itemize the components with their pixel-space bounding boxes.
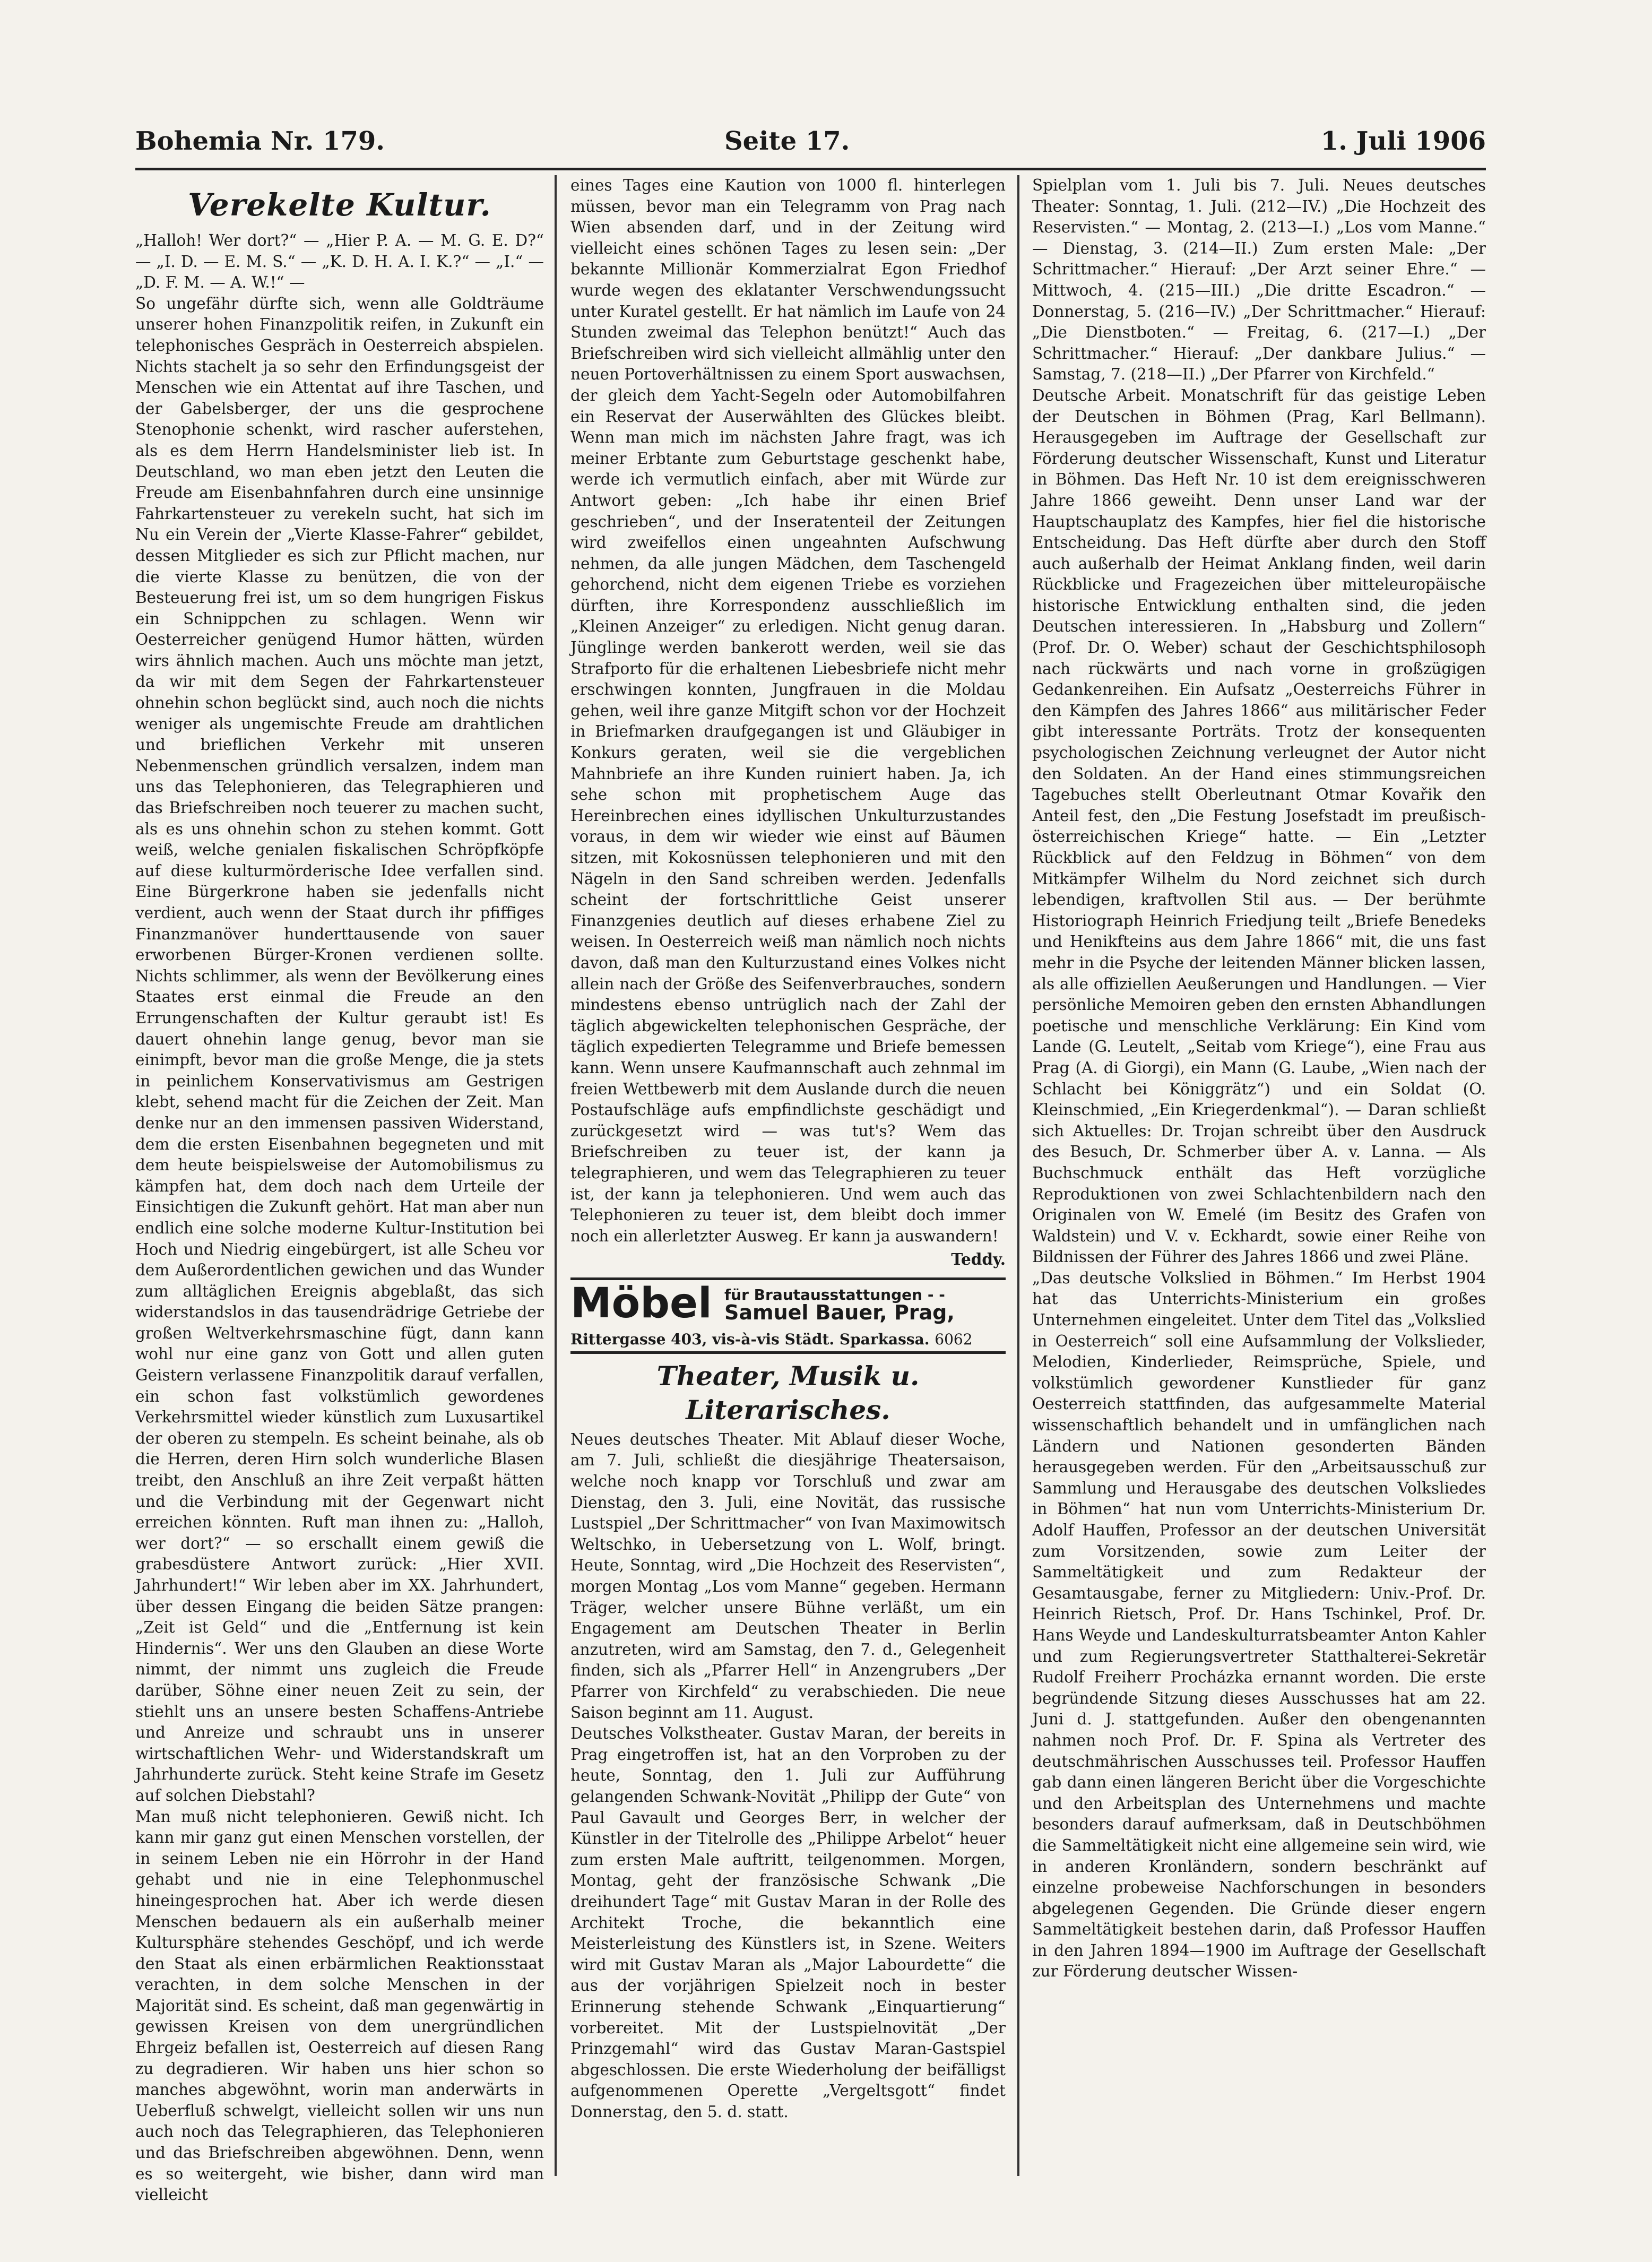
- publication-name: Bohemia Nr. 179.: [135, 126, 385, 156]
- ad-address: [570, 1329, 973, 1350]
- article-paragraph: „Halloh! Wer dort?“ — „Hier P. A. — M. G. E. D?“ — „I. D. — E. M. S.“ — „K. D. H. A. I. K.?“ — „I.“ — „D. F. M. — A. W.!“ —: [135, 231, 544, 292]
- column-3: [1032, 175, 1486, 2176]
- page-number: Seite 17.: [724, 126, 850, 156]
- article-title: Verekelte Kultur.: [188, 187, 491, 223]
- ad-headline: Möbel: [570, 1279, 712, 1327]
- header-rule: [135, 168, 1486, 170]
- furniture-advertisement: [570, 1277, 1006, 1354]
- article-signature: Teddy.: [951, 1250, 1006, 1269]
- column-rule-1: [555, 175, 557, 2176]
- theater-notice: Neues deutsches Theater. Mit Ablauf dieser Woche, am 7. Juli, schließt die diesjährige Theatersaison, welche noch knapp vor Torschluß und zwar am Dienstag, den 3. Juli, eine Novität, das russische Lustspiel „Der Schrittmacher“ von Ivan Maximowitsch Weltschko, in Uebersetzung von L. Wolf, bringt. Heute, Sonntag, wird „Die Hochzeit des Reservisten“, morgen Montag „Los vom Manne“ gegeben. Hermann Träger, welcher unsere Bühne verläßt, um ein Engagement am Deutschen Theater in Berlin anzutreten, wird am Samstag, den 7. d., Gelegenheit finden, sich als „Pfarrer Hell“ in Anzengrubers „Der Pfarrer von Kirchfeld“ zu verabschieden. Die neue Saison beginnt am 11. August.: [570, 1430, 1006, 1722]
- issue-date: 1. Juli 1906: [1320, 126, 1486, 156]
- ad-company: Samuel Bauer, Prag,: [724, 1300, 955, 1324]
- ad-address-text: Rittergasse 403, vis-à-vis Städt. Sparkassa.: [570, 1330, 930, 1348]
- article-paragraph: So ungefähr dürfte sich, wenn alle Goldträume unserer hohen Finanzpolitik reifen, in Zukunft ein telephonisches Gespräch in Oesterreich abspielen. Nichts stachelt ja so sehr den Erfindungsgeist der Menschen wie ein Attentat auf ihre Taschen, und der Gabelsberger, der uns die gesprochene Stenophonie schenkt, wird rascher auferstehen, als es dem Herrn Handelsminister lieb ist. In Deutschland, wo man eben jetzt den Leuten die Freude am Eisenbahnfahren durch eine unsinnige Fahrkartensteuer zu verekeln sucht, hat sich im Nu ein Verein der „Vierte Klasse-Fahrer“ gebildet, dessen Mitglieder es sich zur Pflicht machen, nur die vierte Klasse zu benützen, die von der Besteuerung frei ist, um so dem hungrigen Fiskus ein Schnippchen zu schlagen. Wenn wir Oesterreicher genügend Humor hätten, würden wirs ähnlich machen. Auch uns möchte man jetzt, da wir mit dem Segen der Fahrkartensteuer ohnehin schon beglückt sind, auch noch die nichts weniger als ungemischte Freude am drahtlichen und brieflichen Verkehr mit unseren Nebenmenschen gründlich versalzen, indem man uns das Telephonieren, das Telegraphieren und das Briefschreiben noch teuerer zu machen sucht, als es uns ohnehin schon zu stehen kommt. Gott weiß, welche genialen fiskalischen Schröpfköpfe auf diese kulturmörderische Idee verfallen sind. Eine Bürgerkrone haben sie jedenfalls nicht verdient, auch wenn der Staat durch ihr pfiffiges Finanzmanöver hunderttausende von sauer erworbenen Bürger-Kronen verdienen sollte. Nichts schlimmer, als wenn der Bevölkerung eines Staates erst einmal die Freude an den Errungenschaften der Kultur geraubt ist! Es dauert ohnehin lange genug, bevor man sie einimpft, bevor man die große Menge, die ja stets in peinlichem Konservativismus am Gestrigen klebt, sehend macht für die Zeichen der Zeit. Man denke nur an den immensen passiven Widerstand, dem die ersten Eisenbahnen begegneten und mit dem heute beispielsweise der Automobilismus zu kämpfen hat, dem doch nach dem Urteile der Einsichtigen die Zukunft gehört. Hat man aber nun endlich eine solche moderne Kultur-Institution bei Hoch und Niedrig eingebürgert, ist alle Scheu vor dem Außerordentlichen gewichen und das Wunder zum alltäglichen Ereignis abgeblaßt, das sich widerstandslos in das tausendrädrige Getriebe der großen Weltverkehrsmaschine fügt, dann kann wohl nur eine ganz von Gott und allen guten Geistern verlassene Finanzpolitik darauf verfallen, ein schon fast volkstümlich gewordenes Verkehrsmittel wieder künstlich zum Luxusartikel der oberen zu stempeln. Es scheint beinahe, als ob die Herren, deren Hirn solch wunderliche Blasen treibt, den Anschluß an ihre Zeit verpaßt hätten und die Verbindung mit der Gegenwart nicht erreichen könnten. Ruft man ihnen zu: „Halloh, wer dort?“ — so erschallt einem gewiß die grabesdüstere Antwort zurück: „Hier XVII. Jahrhundert!“ Wir leben aber im XX. Jahrhundert, über dessen Eingang die beiden Sätze prangen: „Zeit ist Geld“ und die „Entfernung ist kein Hindernis“. Wer uns den Glauben an diese Worte nimmt, der nimmt uns zugleich die Freude darüber, Söhne einer neuen Zeit zu sein, der stiehlt uns an unsere besten Schaffens-Antriebe und Anreize und schraubt uns in unserer wirtschaftlichen Wehr- und Widerstandskraft um Jahrhunderte zurück. Steht keine Strafe im Gesetz auf solchen Diebstahl?: [135, 294, 544, 1805]
- folksong-notice: „Das deutsche Volkslied in Böhmen.“ Im Herbst 1904 hat das Unterrichts-Ministerium ein großes Unternehmen eingeleitet. Unter dem Titel das „Volkslied in Oesterreich“ soll eine Aufsammlung der Volkslieder, Melodien, Kinderlieder, Reimsprüche, Spiele, und volkstümlich gewordener Kunstlieder für ganz Oesterreich stattfinden, das aufgesammelte Material wissenschaftlich behandelt und in umfänglichen nach Ländern und Nationen gesonderten Bänden herausgegeben werden. Für den „Arbeitsausschuß zur Sammlung und Herausgabe des deutschen Volksliedes in Böhmen“ hat nun vom Unterrichts-Ministerium Dr. Adolf Hauffen, Professor an der deutschen Universität zum Vorsitzenden, sowie zum Leiter der Sammeltätigkeit und zum Redakteur der Gesamtausgabe, ferner zu Mitgliedern: Univ.-Prof. Dr. Heinrich Rietsch, Prof. Dr. Hans Tschinkel, Prof. Dr. Hans Weyde und Landeskulturratsbeamter Anton Kahler und zum Regierungsvertreter Statthalterei-Sekretär Rudolf Freiherr Procházka ernannt worden. Die erste begründende Sitzung dieses Ausschusses hat am 22. Juni d. J. stattgefunden. Außer den obengenannten nahmen noch Prof. Dr. F. Spina als Vertreter des deutschmährischen Ausschusses teil. Professor Hauffen gab dann einen längeren Bericht über die Vorgeschichte und den Arbeitsplan des Unternehmens und machte besonders darauf aufmerksam, daß in Deutschböhmen die Sammeltätigkeit nicht eine allgemeine sein wird, wie in anderen Kronländern, sondern beschränkt auf einzelne probeweise Nachforschungen in besonders abgelegenen Gegenden. Die Gründe dieser engern Sammeltätigkeit bestehen darin, daß Professor Hauffen in den Jahren 1894—1900 im Auftrage der Gesellschaft zur Förderung deutscher Wissen-: [1032, 1268, 1486, 1981]
- column-1: [135, 175, 544, 2204]
- article-paragraph: Man muß nicht telephonieren. Gewiß nicht. Ich kann mir ganz gut einen Menschen vorstellen, der in seinem Leben nie ein Hörrohr in der Hand gehabt und nie in eine Telephonmuschel hineingesprochen hat. Aber ich werde diesen Menschen bedauern als ein außerhalb meiner Kultursphäre stehendes Geschöpf, und ich werde den Staat als einen erbärmlichen Reaktionsstaat verachten, in dem solche Menschen in der Majorität sind. Es scheint, daß man gegenwärtig in gewissen Kreisen von dem unergründlichen Ehrgeiz befallen ist, Oesterreich auf diesen Rang zu degradieren. Wir haben uns hier schon so manches abgewöhnt, worin man anderwärts in Ueberfluß schwelgt, vielleicht sollen wir uns nun auch noch das Telegraphieren, das Telephonieren und das Briefschreiben abgewöhnen. Denn, wenn es so weitergeht, wie bisher, dann wird man vielleicht: [135, 1807, 544, 2204]
- section-title: Theater, Musik u. Literarisches.: [656, 1360, 920, 1426]
- page-header: [135, 122, 1486, 165]
- article-paragraph: eines Tages eine Kaution von 1000 fl. hinterlegen müssen, bevor man ein Telegramm von Prag nach Wien absenden darf, und in der Zeitung wird vielleicht eines schönen Tages zu lesen sein: „Der bekannte Millionär Kommerzialrat Egon Friedhof wurde wegen des eklatanter Verschwendungssucht unter Kuratel gestellt. Er hat nämlich im Laufe von 24 Stunden zweimal das Telephon benützt!“ Auch das Briefschreiben wird sich vielleicht allmählig unter den neuen Portoverhältnissen zu einem Sport auswachsen, der gleich dem Yacht-Segeln oder Automobilfahren ein Reservat der Auserwählten des Glückes bleibt. Wenn man mich im nächsten Jahre fragt, was ich meiner Erbtante zum Geburtstage geschenkt habe, werde ich vermutlich einfach, aber mit Würde zur Antwort geben: „Ich habe ihr einen Brief geschrieben“, und der Inseratenteil der Zeitungen wird zweifellos einen ungeahnten Aufschwung nehmen, da alle jungen Mädchen, dem Taschengeld gehorchend, nicht dem eigenen Triebe es vorziehen dürften, ihre Korrespondenz ausschließlich im „Kleinen Anzeiger“ zu erledigen. Nicht genug daran. Jünglinge werden bankerott werden, weil sie das Strafporto für die erhaltenen Liebesbriefe nicht mehr erschwingen konnten, Jungfrauen in die Moldau gehen, weil ihre ganze Mitgift schon vor der Hochzeit in Briefmarken draufgegangen ist und Gläubiger in Konkurs geraten, weil sie die vergeblichen Mahnbriefe an ihre Kunden ruiniert haben. Ja, ich sehe schon mit prophetischem Auge das Hereinbrechen eines idyllischen Unkulturzustandes voraus, in dem wir wieder wie einst auf Bäumen sitzen, mit Kokosnüssen telephonieren und mit den Nägeln in den Sand schreiben werden. Jedenfalls scheint der fortschrittliche Geist unserer Finanzgenies deutlich auf dieses erhabene Ziel zu weisen. In Oesterreich weiß man nämlich noch nichts davon, daß man den Kulturzustand eines Volkes nicht allein nach der Größe des Seifenverbrauches, sondern mindestens ebenso untrüglich nach der Zahl der täglich abgewickelten telephonischen Gespräche, der täglich expedierten Telegramme und Briefe bemessen kann. Wenn unsere Kaufmannschaft auch zehnmal im freien Wettbewerb mit dem Auslande durch die neuen Postaufschläge aufs empfindlichste geschädigt und zurückgesetzt wird — was tut's? Wem das Briefschreiben zu teuer ist, der kann ja telegraphieren, und wem das Telegraphieren zu teuer ist, der kann ja telephonieren. Und wem auch das Telephonieren zu teuer ist, dem bleibt doch immer noch ein allerletzter Ausweg. Er kann ja auswandern!: [570, 176, 1006, 1245]
- journal-review: Deutsche Arbeit. Monatschrift für das geistige Leben der Deutschen in Böhmen (Prag, Karl Bellmann). Herausgegeben im Auftrage der Gesellschaft zur Förderung deutscher Wissenschaft, Kunst und Literatur in Böhmen. Das Heft Nr. 10 ist dem ereignisschweren Jahre 1866 geweiht. Denn unser Land war der Hauptschauplatz des Kampfes, hier fiel die historische Entscheidung. Das Heft dürfte aber durch den Stoff auch außerhalb der Heimat Anklang finden, weil darin Rückblicke und Fragezeichen über mitteleuropäische historische Entwicklung enthalten sind, die jeden Deutschen interessieren. In „Habsburg und Zollern“ (Prof. Dr. O. Weber) schaut der Geschichtsphilosoph nach rückwärts und nach vorne in großzügigen Gedankenreihen. Ein Aufsatz „Oesterreichs Führer in den Kämpfen des Jahres 1866“ aus militärischer Feder gibt interessante Porträts. Trotz der konsequenten psychologischen Zeichnung verleugnet der Autor nicht den Soldaten. An der Hand eines stimmungsreichen Tagebuches stellt Oberleutnant Otmar Kovařik den Anteil fest, den „Die Festung Josefstadt im preußisch-österreichischen Kriege“ hatte. — Ein „Letzter Rückblick auf den Feldzug in Böhmen“ von dem Mitkämpfer Wilhelm du Nord zeichnet sich durch lebendigen, kraftvollen Stil aus. — Der berühmte Historiograph Heinrich Friedjung teilt „Briefe Benedeks und Henikfteins aus dem Jahre 1866“ mit, die uns fast mehr in die Psyche der leitenden Männer blicken lassen, als alle offiziellen Aeußerungen und Handlungen. — Vier persönliche Memoiren geben den ernsten Abhandlungen poetische und menschliche Verklärung: Ein Kind vom Lande (G. Leutelt, „Seitab vom Kriege“), eine Frau aus Prag (A. di Giorgi), ein Mann (G. Laube, „Wien nach der Schlacht bei Königgrätz“) und ein Soldat (O. Kleinschmied, „Ein Kriegerdenkmal“). — Daran schließt sich Aktuelles: Dr. Trojan schreibt über den Ausdruck des Besuch, Dr. Schmerber über A. v. Lanna. — Als Buchschmuck enthält das Heft vorzügliche Reproduktionen von zwei Schlachtenbildern nach den Originalen von W. Emelé (im Besitz des Grafen von Waldstein) und V. v. Eckhardt, sowie einer Reihe von Bildnissen der Führer des Jahres 1866 und zwei Pläne.: [1032, 386, 1486, 1266]
- newspaper-page: [135, 122, 1486, 2204]
- theater-notice: Deutsches Volkstheater. Gustav Maran, der bereits in Prag eingetroffen ist, hat an den Vorproben zu der heute, Sonntag, den 1. Juli zur Aufführung gelangenden Schwank-Novität „Philipp der Gute“ von Paul Gavault und Georges Berr, in welcher der Künstler in der Titelrolle des „Philippe Arbelot“ heuer zum ersten Male auftritt, teilgenommen. Morgen, Montag, geht der französische Schwank „Die dreihundert Tage“ mit Gustav Maran in der Rolle des Architekt Troche, die bekanntlich eine Meisterleistung des Künstlers ist, in Szene. Weiters wird mit Gustav Maran als „Major Labourdette“ die aus der vorjährigen Spielzeit noch in bester Erinnerung stehende Schwank „Einquartierung“ vorbereitet. Mit der Lustspielnovität „Der Prinzgemahl“ wird das Gustav Maran-Gastspiel abgeschlossen. Die erste Wiederholung der beifälligst aufgenommenen Operette „Vergeltsgott“ findet Donnerstag, den 5. d. statt.: [570, 1724, 1006, 2121]
- column-2: [570, 175, 1006, 2176]
- ad-subline: für Brautausstattungen - -: [724, 1285, 945, 1303]
- column-rule-2: [1017, 175, 1019, 2176]
- playbill-notice: Spielplan vom 1. Juli bis 7. Juli. Neues deutsches Theater: Sonntag, 1. Juli. (212—IV.) „Die Hochzeit des Reservisten.“ — Montag, 2. (213—I.) „Los vom Manne.“ — Dienstag, 3. (214—II.) Zum ersten Male: „Der Schrittmacher.“ Hierauf: „Der Arzt seiner Ehre.“ — Mittwoch, 4. (215—III.) „Die dritte Escadron.“ — Donnerstag, 5. (216—IV.) „Der Schrittmacher.“ Hierauf: „Die Dienstboten.“ — Freitag, 6. (217—I.) „Der Schrittmacher.“ Hierauf: „Der dankbare Julius.“ — Samstag, 7. (218—II.) „Der Pfarrer von Kirchfeld.“: [1032, 176, 1486, 384]
- ad-code: 6062: [935, 1330, 973, 1348]
